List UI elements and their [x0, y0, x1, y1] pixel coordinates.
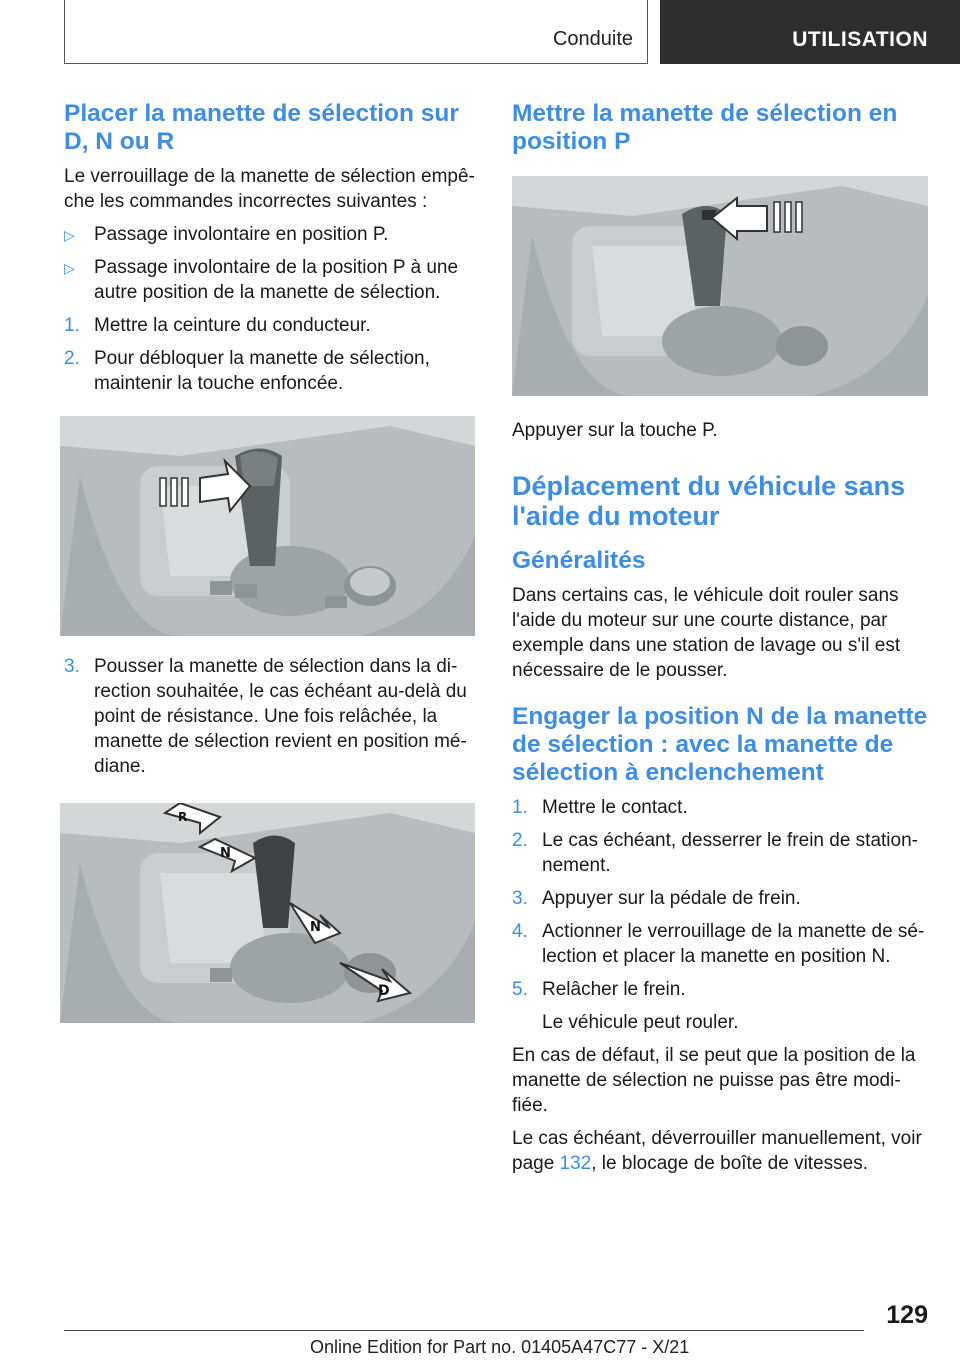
- triangle-bullet-icon: ▷: [64, 227, 75, 243]
- direction-label: D: [378, 983, 390, 999]
- triangle-bullet-icon: ▷: [64, 260, 75, 276]
- bullet-text: Passage involontaire de la position P à une autre position de la manette de sélection.: [94, 257, 459, 303]
- step-item: [512, 795, 930, 820]
- figure-selector-directions: [60, 803, 475, 1023]
- step-item: [512, 919, 930, 969]
- footer-rule: [64, 1330, 864, 1331]
- step-text: Relâcher le frein.: [542, 979, 686, 1000]
- step-number: 1.: [512, 797, 528, 818]
- step-number: 2.: [512, 830, 528, 851]
- general-text: Dans certains cas, le véhicule doit rouler sans l'aide du moteur sur une courte distance, par exemple dans une station de lavage ou s'il est nécessaire de le pousser.: [512, 585, 901, 681]
- step-number: 3.: [64, 656, 80, 677]
- step-result: Le véhicule peut rouler.: [542, 1012, 739, 1033]
- step-number: 4.: [512, 921, 528, 942]
- direction-label: N: [220, 846, 231, 861]
- step-item: [64, 346, 476, 396]
- header-chapter-title: UTILISATION: [792, 28, 928, 51]
- bullet-item: [64, 222, 476, 247]
- bullet-item: [64, 255, 476, 305]
- step-number: 2.: [64, 348, 80, 369]
- header-chapter-tab: [660, 0, 960, 64]
- step-number: 5.: [512, 979, 528, 1000]
- step-text: Le cas échéant, desserrer le frein de station-nement.: [542, 830, 918, 876]
- direction-label: R: [178, 810, 188, 824]
- right-heading-park: Mettre la manette de sélection en position P: [512, 100, 898, 155]
- fault-text: En cas de défaut, il se peut que la position de la manette de sélection ne puisse pas être modi-fiée.: [512, 1045, 916, 1116]
- step-number: 3.: [512, 888, 528, 909]
- step-item: [512, 977, 930, 1002]
- page-reference-link[interactable]: 132: [559, 1153, 592, 1174]
- unlock-text: [512, 1126, 930, 1176]
- step-item: [64, 313, 476, 338]
- step-text: Appuyer sur la pédale de frein.: [542, 888, 801, 909]
- left-heading: Placer la manette de sélection sur D, N ou R: [64, 100, 459, 155]
- left-column: [64, 100, 476, 1023]
- park-caption: Appuyer sur la touche P.: [512, 420, 718, 441]
- step-text: Mettre le contact.: [542, 797, 688, 818]
- engage-heading: Engager la position N de la manette de sélection : avec la manette de sélection à enclenchement: [512, 703, 928, 786]
- step-item: [512, 886, 930, 911]
- direction-label: N: [310, 920, 321, 935]
- bullet-text: Passage involontaire en position P.: [94, 224, 389, 245]
- step-text: Pour débloquer la manette de sélection, maintenir la touche enfoncée.: [94, 348, 430, 394]
- unlock-text-after: , le blocage de boîte de vitesses.: [591, 1153, 868, 1174]
- right-sub-heading: Généralités: [512, 547, 646, 574]
- unlock-text-before: Le cas échéant, déverrouiller manuellement, voir page: [512, 1128, 922, 1174]
- figure-park-button: [512, 176, 928, 396]
- step-text: Actionner le verrouillage de la manette de sé-lection et placer la manette en position N.: [542, 921, 925, 967]
- header-section-title: Conduite: [552, 28, 633, 50]
- figure-selector-unlock: [60, 416, 475, 636]
- page-number: 129: [886, 1301, 928, 1329]
- step-item: [512, 828, 930, 878]
- right-column: [512, 100, 930, 1184]
- step-text: Mettre la ceinture du conducteur.: [94, 315, 371, 336]
- right-main-heading: Déplacement du véhicule sans l'aide du moteur: [512, 471, 906, 531]
- left-intro: Le verrouillage de la manette de sélection empê-che les commandes incorrectes suivantes :: [64, 166, 475, 212]
- step-number: 1.: [64, 315, 80, 336]
- header-section-box: [64, 0, 648, 64]
- step-text: Pousser la manette de sélection dans la di-rection souhaitée, le cas échéant au-delà du point de résistance. Une fois relâchée, la manette de sélection revient en position mé-diane.: [94, 656, 467, 777]
- footer-edition: Online Edition for Part no. 01405A47C77 - X/21: [310, 1337, 690, 1357]
- step-item: [64, 654, 476, 779]
